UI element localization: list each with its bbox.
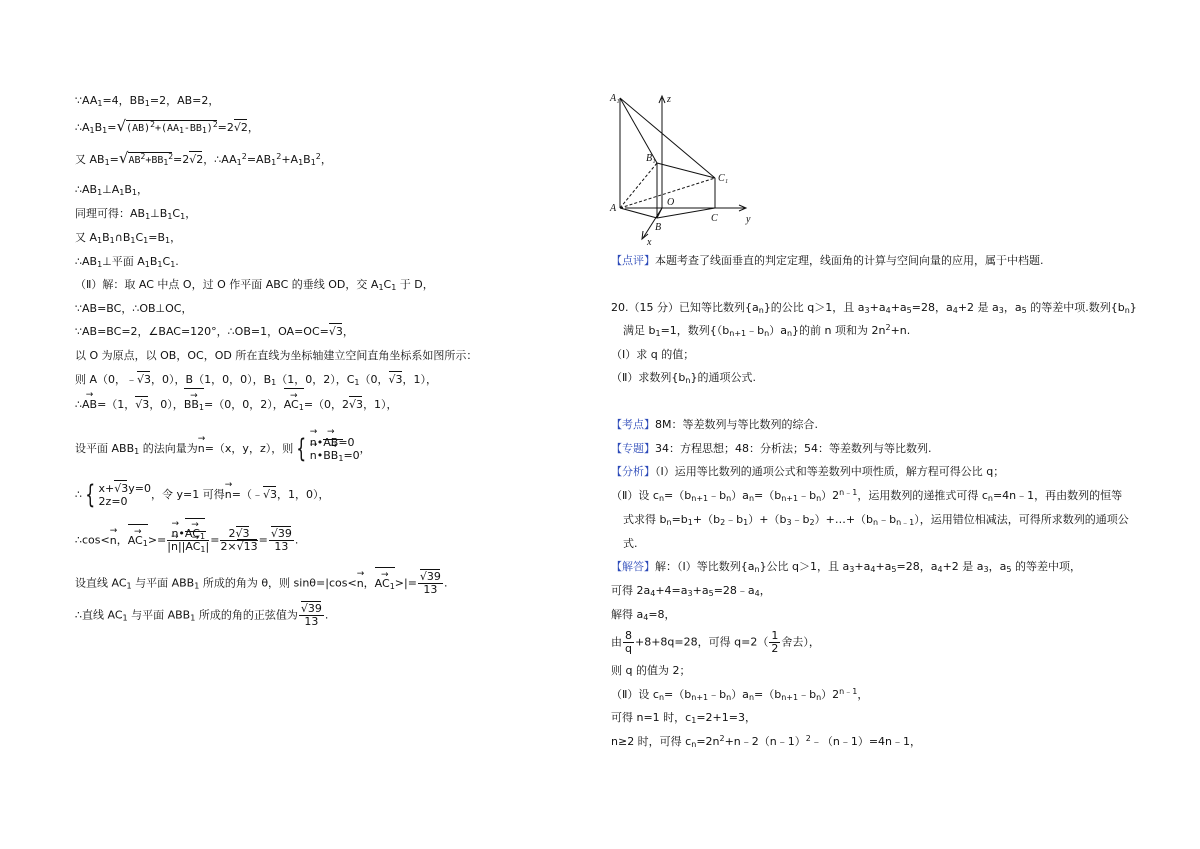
- label-c: C: [711, 213, 718, 224]
- system-line: ∴ { x+√3y=0 2z=0，令 y=1 可得→ n=（﹣√3，1，0），: [75, 482, 329, 508]
- jieda-line: 【解答】解：（Ⅰ）等比数列$\{a_n\}$公比 q＞1，且 $a_3+a_4+a_5=28$，$a_4+2$ 是 $a_3$，$a_5$ 的等差中项，: [611, 560, 1081, 574]
- text-line: （Ⅱ）解：取 AC 中点 O，过 O 作平面 ABC 的垂线 OD，交 $A_1C_1$ 于 D，: [75, 278, 434, 292]
- label-b: B: [655, 222, 662, 233]
- label-x: x: [647, 237, 652, 248]
- kaodian-line: [611, 418, 818, 432]
- label-b1: B₁: [646, 153, 656, 164]
- formula-a1b1: $\therefore A_1B_1=√(AB)^2+(AA_1-BB_1)^2=2√2$，: [75, 117, 259, 135]
- vectors-line: ∴→ AB=（1，√3，0），→ $BB_1=(0$，0，2），→ $AC_1=(0$，2√3，1），: [75, 398, 398, 412]
- label-c1: C₁: [718, 173, 729, 184]
- jieda-line: 可得 $2a_4+4=a_3+a_5=28﹣a_4$，: [611, 584, 771, 598]
- fenxi-line: 式求得 $b_n=b_1+(b_2﹣b_1)+(b_3﹣b_2)+\dots+(b_n﹣b_{n﹣1})$，运用错位相减法，可得所求数列的通项公: [623, 513, 1129, 527]
- fenxi-line: [611, 465, 1004, 479]
- fenxi-line: （Ⅱ）设 $c_n=(b_{n+1}﹣b_n)a_n=(b_{n+1}﹣b_n)2^{n﹣1}$，运用数列的递推式可得 $c_n=4n﹣1$，再由数列的恒等: [611, 488, 1123, 503]
- label-a1: A₁: [610, 93, 620, 104]
- normal-vector-line: 设平面 $ABB_1$ 的法向量为→ n=（x，y，z），则 {→ n•→ AB=0 → n•→ $BB_1=0$，: [75, 436, 371, 462]
- review-tag: 【点评】: [611, 254, 655, 267]
- text-line: $\because AA_1=4$，$BB_1=2$，AB=2，: [75, 94, 220, 108]
- conclusion-line: ∴直线 $AC_1$ 与平面 $ABB_1$ 所成的角的正弦值为 $\frac{√39}{13}$ .: [75, 602, 329, 628]
- review-text: 本题考查了线面垂直的判定定理，线面角的计算与空间向量的应用，属于中档题.: [655, 254, 1044, 267]
- problem-line: 20.（15 分）已知等比数列$\{a_n\}$的公比 q＞1，且 $a_3+a_4+a_5=28$，$a_4+2$ 是 $a_3$，$a_5$ 的等差中项.数列$\{b_n\}$: [611, 301, 1137, 315]
- label-a: A: [610, 203, 617, 214]
- cos-line: ∴cos<→ n，→ $AC_1>=$ → $\frac{n•\to AC_1}{|\to n||\to AC_1|}$ = $\frac{2√3}{2\times√13}$ = $\frac{√39}{13}$ .: [75, 528, 298, 553]
- text-line: $\therefore AB_1\perp A_1B_1$，: [75, 183, 149, 197]
- zhuanti-text: 34：方程思想；48：分析法；54：等差数列与等比数列.: [655, 442, 932, 455]
- label-o: O: [667, 197, 675, 208]
- jieda-tag: 【解答】: [611, 560, 655, 573]
- formula-ab1: 又 $AB_1=√AB^2+BB_1^2=2√2$，$\therefore AA_1^2=AB_1^2+A_1B_1^2$，: [75, 149, 332, 167]
- jieda-line: 则 q 的值为 2；: [611, 664, 691, 677]
- geometry-figure: [605, 90, 765, 250]
- problem-line: 满足 $b_1=1$，数列$\{(b_{n+1}﹣b_n)a_n\}$的前 n 项和为 $2n^2+n$.: [623, 323, 911, 338]
- kaodian-tag: 【考点】: [611, 418, 655, 431]
- problem-part2: （Ⅱ）求数列$\{b_n\}$的通项公式.: [611, 371, 756, 385]
- fenxi-tag: 【分析】: [611, 465, 655, 478]
- jieda-line: n≥2 时，可得 $c_n=2n^2+n﹣2(n﹣1)^2﹣(n﹣1)=4n﹣1$，: [611, 734, 922, 749]
- text-line: 以 O 为原点，以 OB，OC，OD 所在直线为坐标轴建立空间直角坐标系如图所示：: [75, 349, 478, 362]
- fenxi-text: （Ⅰ）运用等比数列的通项公式和等差数列中项性质，解方程可得公比 q；: [655, 465, 1005, 478]
- kaodian-text: 8M：等差数列与等比数列的综合.: [655, 418, 818, 431]
- jieda-line: 解得 $a_4=8$，: [611, 608, 676, 622]
- zhuanti-tag: 【专题】: [611, 442, 655, 455]
- zhuanti-line: [611, 442, 932, 456]
- review-line: [611, 254, 1044, 268]
- label-y: y: [746, 214, 751, 225]
- text-line: 则 A（0，﹣√3，0），B（1，0，0），$B_1(1$，0，2），$C_1(0$，√3，1），: [75, 373, 438, 387]
- jieda-line: 由 $\frac{8}{q}$ +8+8q=28，可得 q=2（ $\frac{1}{2}$ 舍去），: [611, 629, 820, 655]
- jieda-line: （Ⅱ）设 $c_n=(b_{n+1}﹣b_n)a_n=(b_{n+1}﹣b_n)2^{n﹣1}$，: [611, 687, 869, 702]
- fenxi-line: 式.: [623, 537, 638, 550]
- problem-part1: （Ⅰ）求 q 的值；: [611, 348, 695, 361]
- text-line: 又 $A_1B_1\cap B_1C_1=B_1$，: [75, 231, 182, 245]
- text-line: ∵AB=BC=2，∠BAC=120°，∴OB=1，OA=OC=√3，: [75, 325, 354, 338]
- text-line: $\therefore AB_1\perp$平面 $A_1B_1C_1$.: [75, 255, 179, 269]
- text-line: ∵AB=BC，∴OB⊥OC，: [75, 302, 193, 315]
- jieda-line: 可得 n=1 时，$c_1=2+1=3$，: [611, 711, 756, 725]
- label-z: z: [667, 94, 671, 105]
- text-line: 同理可得：$AB_1\perp B_1C_1$，: [75, 207, 197, 221]
- sin-line: 设直线 $AC_1$ 与平面 $ABB_1$ 所成的角为 θ，则 sinθ=|cos<→ n，→ $AC_1>|=$ $\frac{√39}{13}$ .: [75, 571, 447, 596]
